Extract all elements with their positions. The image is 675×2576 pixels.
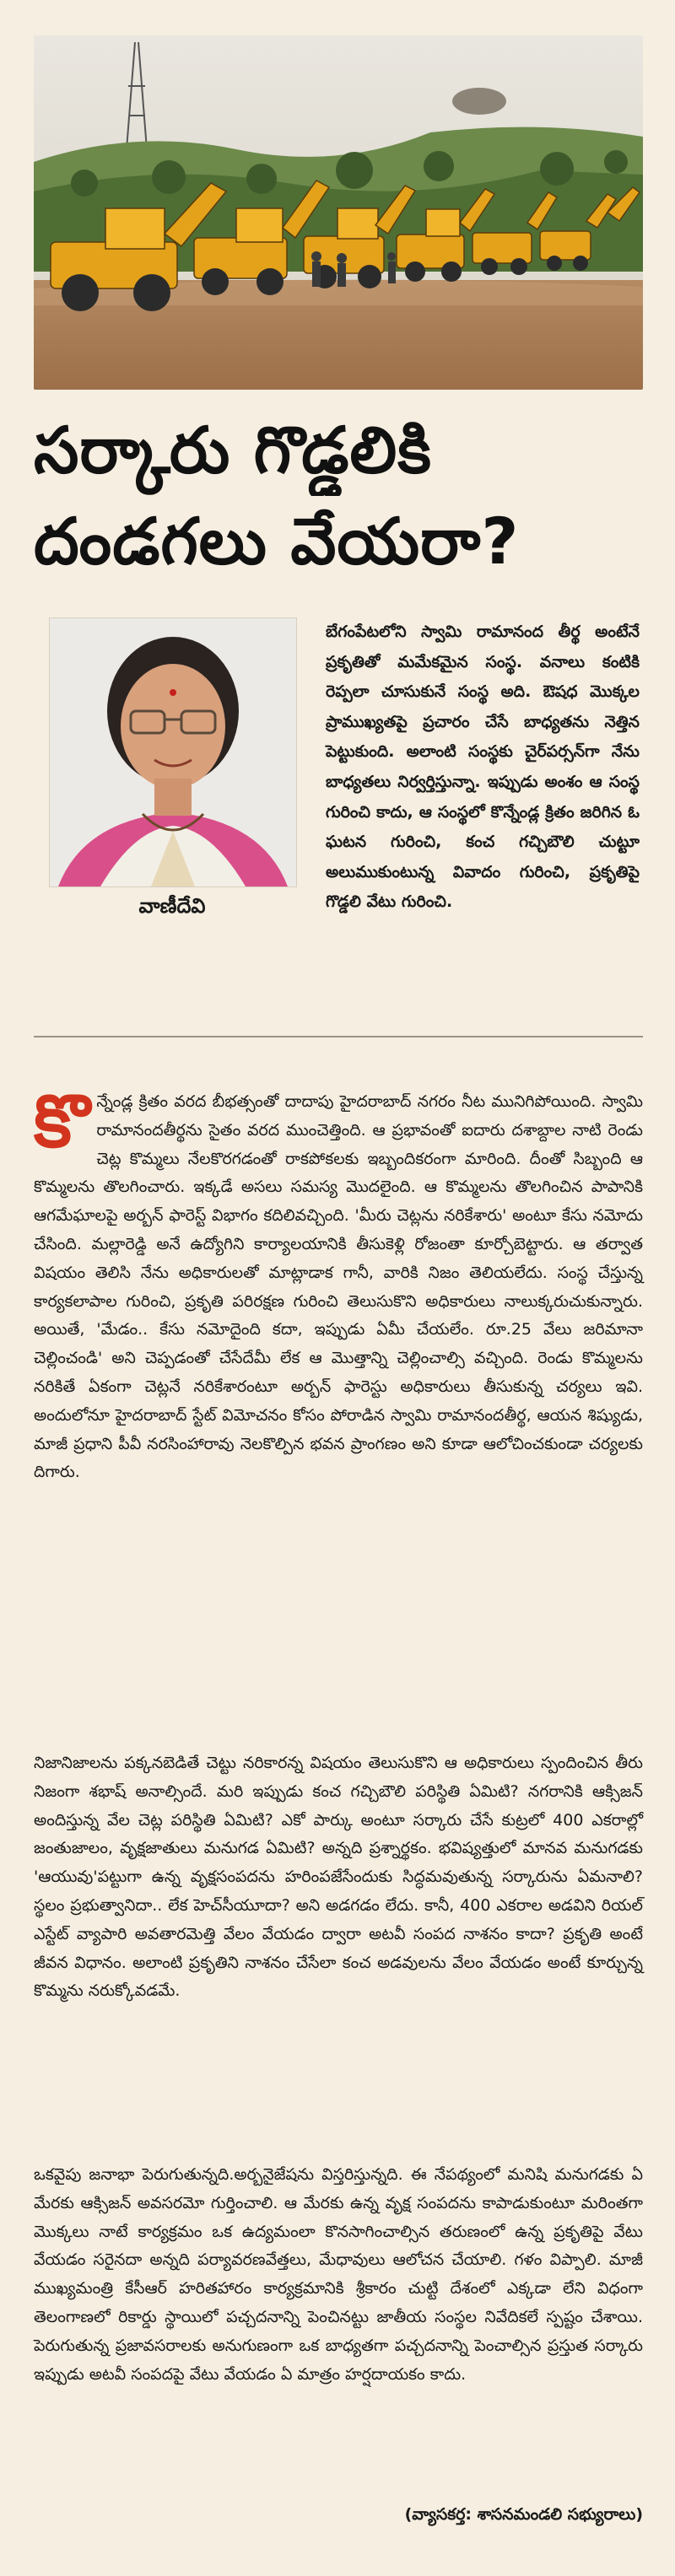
paragraph-1 (34, 1080, 643, 1487)
paragraph-3: ఒకవైపు జనాభా పెరుగుతున్నది.అర్బనైజేషను విస్తరిస్తున్నది. ఈ నేపథ్యంలో మనిషి మనుగడకు ఏ మేరకు ఆక్సిజన్‌ అవసరమో గుర్తించాలి. ఆ మేరకు ఉన్న వృక్ష సంపదను కాపాడుకుంటూ మరింతగా మొక్కలు నాటే కార్యక్రమం ఒక ఉద్యమంలా కొనసాగించాల్సిన తరుణంలో ఉన్న ప్రకృతిపై వేటు వేయడం సరైనదా అన్నది పర్యావరణవేత్తలు, మేధావులు ఆలోచన చేయాలి. గళం విప్పాలి. మాజీ ముఖ్యమంత్రి కేసీఆర్‌ హరితహారం కార్యక్రమానికి శ్రీకారం చుట్టి దేశంలో ఎక్కడా లేని విధంగా తెలంగాణలో రికార్డు స్థాయిలో పచ్చదనాన్ని పెంచినట్టు జాతీయ సంస్థల నివేదికలే స్పష్టం చేశాయి. పెరుగుతున్న ప్రజావసరాలకు అనుగుణంగా ఒక బాధ్యతగా పచ్చదనాన్ని పెంచాల్సిన ప్రస్తుత సర్కారు ఇప్పుడు అటవీ సంపదపై వేటు వేయడం ఏ మాత్రం హర్షదాయకం కాదు. (34, 2165, 643, 2384)
section-divider (34, 1036, 643, 1037)
headline-line-2: దండగలు వేయరా? (34, 504, 520, 579)
headline (34, 405, 650, 587)
author-photo (49, 617, 297, 887)
headline-line-1: సర్కారు గొడ్డలికి (34, 412, 432, 488)
excavators-photo (34, 35, 643, 390)
paragraph-1-text: న్నేండ్ల క్రితం వరద బీభత్సంతో దాదాపు హైదరాబాద్‌ నగరం నీట మునిగిపోయింది. స్వామి రామానందతీర్థను సైతం వరద ముంచెత్తింది. ఆ ప్రభావంతో ఐదారు దశాబ్దాల నాటి రెండు చెట్ల కొమ్మలు నేలకొరగడంతో రాకపోకలకు ఇబ్బందికరంగా మారింది. దీంతో సిబ్బంది ఆ కొమ్మలను తొలగించారు. ఇక్కడే అసలు సమస్య మొదలైంది. ఆ కొమ్మలను తొలగించిన పాపానికి ఆగమేఘాలపై అర్బన్‌ ఫారెస్ట్‌ విభాగం కదిలివచ్చింది. 'మీరు చెట్లను నరికేశారు' అంటూ కేసు నమోదు చేసింది. మల్లారెడ్డి అనే ఉద్యోగిని కార్యాలయానికి తీసుకెళ్లి రోజంతా కూర్చోబెట్టారు. ఆ తర్వాత విషయం తెలిసి నేను అధికారులతో మాట్లాడాక గానీ, వారికి నిజం తెలియలేదు. సంస్థ చేస్తున్న కార్యకలాపాల గురించి, ప్రకృతి పరిరక్షణ గురించి తెలుసుకొని అధికారులు నాలుక్కరుచుకున్నారు. అయితే, 'మేడం.. కేసు నమోదైంది కదా, ఇప్పుడు ఏమీ చేయలేం. రూ.25 వేలు జరిమానా చెల్లించండి' అని చెప్పడంతో చేసేదేమీ లేక ఆ మొత్తాన్ని చెల్లించాల్సి వచ్చింది. రెండు కొమ్మలను నరికితే ఏకంగా చెట్లనే నరికేశారంటూ అర్బన్‌ ఫారెస్టు అధికారులు తీసుకున్న చర్యలు ఇవి. అందులోనూ హైదరాబాద్‌ స్టేట్‌ విమోచనం కోసం పోరాడిన స్వామి రామానందతీర్థ, ఆయన శిష్యుడు, మాజీ ప్రధాని పీవీ నరసింహారావు నెలకొల్పిన భవన ప్రాంగణం అని కూడా ఆలోచించకుండా చర్యలకు దిగారు. (34, 1092, 643, 1482)
drop-cap: కొ (34, 1080, 90, 1164)
author-byline: (వ్యాసకర్త: శాసనమండలి సభ్యురాలు) (404, 2505, 643, 2524)
author-caption: వాణీదేవి (138, 894, 206, 918)
paragraph-2: నిజానిజాలను పక్కనబెడితే చెట్టు నరికారన్న విషయం తెలుసుకొని ఆ అధికారులు స్పందించిన తీరు నిజంగా శభాష్‌ అనాల్సిందే. మరి ఇప్పుడు కంచ గచ్చిబౌలి పరిస్థితి ఏమిటి? నగరానికి ఆక్సిజన్‌ అందిస్తున్న వేల చెట్ల పరిస్థితి ఏమిటి? ఎకో పార్కు అంటూ సర్కారు చేసే కుట్రలో 400 ఎకరాల్లో జంతుజాలం, వృక్షజాతులు మనుగడ ఏమిటి? అన్నది ప్రశ్నార్థకం. భవిష్యత్తులో మానవ మనుగడకు 'ఆయువు'పట్టుగా ఉన్న వృక్షసంపదను హరింపజేసేందుకు సిద్ధమవుతున్న సర్కారును ఏమనాలి? స్థలం ప్రభుత్వానిదా.. లేక హెచ్‌సీయూదా? అని అడగడం లేదు. కానీ, 400 ఎకరాల అడవిని రియల్‌ ఎస్టేట్‌ వ్యాపారి అవతారమెత్తి వేలం వేయడం ద్వారా అటవీ సంపద నాశనం కాదా? ప్రకృతి అంటే జీవన విధానం. అలాంటి ప్రకృతిని నాశనం చేసేలా కంచ అడవులను వేలం వేయడం అంటే కూర్చున్న కొమ్మను నరుక్కోవడమే. (34, 1754, 643, 2001)
article-intro: బేగంపేటలోని స్వామి రామానంద తీర్థ అంటేనే ప్రకృతితో మమేకమైన సంస్థ. వనాలు కంటికి రెప్పలా చూసుకునే సంస్థ అది. ఔషధ మొక్కల ప్రాముఖ్యతపై ప్రచారం చేసే బాధ్యతను నెత్తిన పెట్టుకుంది. అలాంటి సంస్థకు చైర్‌పర్సన్‌గా నేను బాధ్యతలు నిర్వర్తిస్తున్నా. ఇప్పుడు అంశం ఆ సంస్థ గురించి కాదు, ఆ సంస్థలో కొన్నేండ్ల క్రితం జరిగిన ఓ ఘటన గురించి, కంచ గచ్చిబౌలి చుట్టూ అలుముకుంటున్న వివాదం గురించి, ప్రకృతిపై గొడ్డలి వేటు గురించి. (326, 622, 640, 912)
